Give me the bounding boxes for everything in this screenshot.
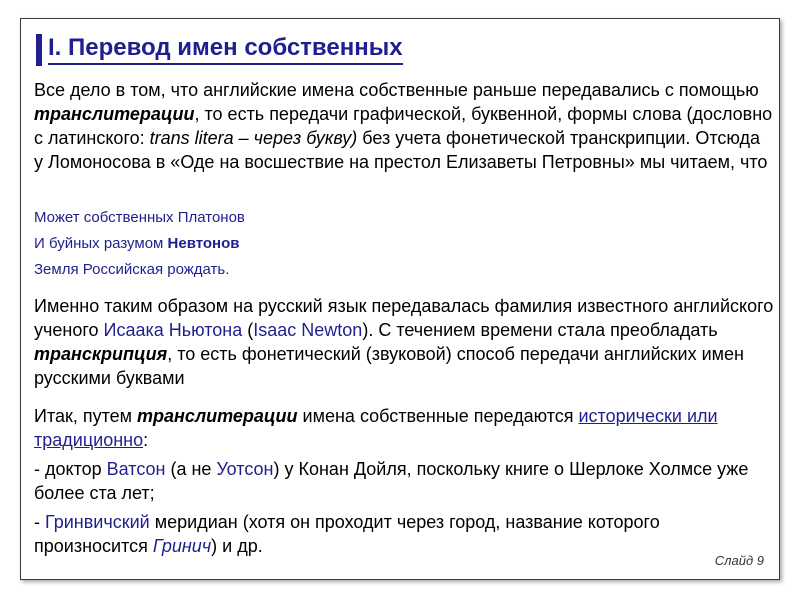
p1-text-c: , то есть передачи графической, буквенной, формы слова (дословно с латинского: [34,104,773,148]
p3-term-transliteration: транслитерации [137,406,298,426]
p1-latin-phrase: trans litera – через букву) [149,128,358,148]
p5-text-e: ) и др. [211,536,263,556]
poem-line-3: Земля Российская рождать. [34,261,230,278]
example-greenwich [34,510,774,558]
slide-number: Слайд 9 [714,553,764,568]
p5-text-a: - [34,512,45,532]
p3-text-c: имена собственные передаются [297,406,579,426]
p3-text-a: Итак, путем [34,406,138,426]
p2-term-transcription: транскрипция [34,344,168,364]
p4-text-a: - доктор [34,459,107,479]
p4-name-vatson: Ватсон [106,459,166,479]
p5-text-c: меридиан (хотя он проходит через город, название которого произносится [34,512,660,556]
p5-name-grinich: Гринич [152,536,212,556]
p3-text-e: : [143,430,149,450]
slide-title: I. Перевод имен собственных [48,34,403,65]
p4-name-uotson: Уотсон [216,459,274,479]
paragraph-intro [34,78,774,174]
example-watson [34,457,774,505]
p2-name-russian: Исаака Ньютона [103,320,243,340]
poem-line-2-text: И буйных разумом [34,235,168,252]
p5-name-grinvichsky: Гринвичский [45,512,150,532]
p2-text-e: ). С течением времени стала преобладать [362,320,718,340]
p2-text-a: Именно таким образом на русский язык передавалась фамилия известного английского ученого [34,296,774,340]
p4-text-e: ) у Конан Дойля, поскольку книге о Шерлоке Холмсе уже более ста лет; [34,459,749,503]
p2-text-g: , то есть фонетический (звуковой) способ передачи английских имен русскими буквами [34,344,744,388]
p1-text-a: Все дело в том, что английские имена собственные раньше передавались с помощью [34,80,759,100]
p2-text-c: ( [242,320,254,340]
poem-word-nevtonov: Невтонов [167,235,240,252]
p2-name-english: Isaac Newton [253,320,363,340]
p4-text-c: (а не [165,459,217,479]
poem-line-2 [34,232,239,256]
p3-historical-link: исторически или традиционно [34,406,718,450]
poem-line-1: Может собственных Платонов [34,209,245,226]
paragraph-newton [34,294,774,390]
p1-text-e: без учета фонетической транскрипции. Отсюда у Ломоносова в «Оде на восшествие на престол Елизаветы Петровны» мы читаем, что [34,128,768,172]
p1-term-transliteration: транслитерации [34,104,195,124]
title-accent-bar [36,34,42,66]
paragraph-summary [34,404,774,452]
